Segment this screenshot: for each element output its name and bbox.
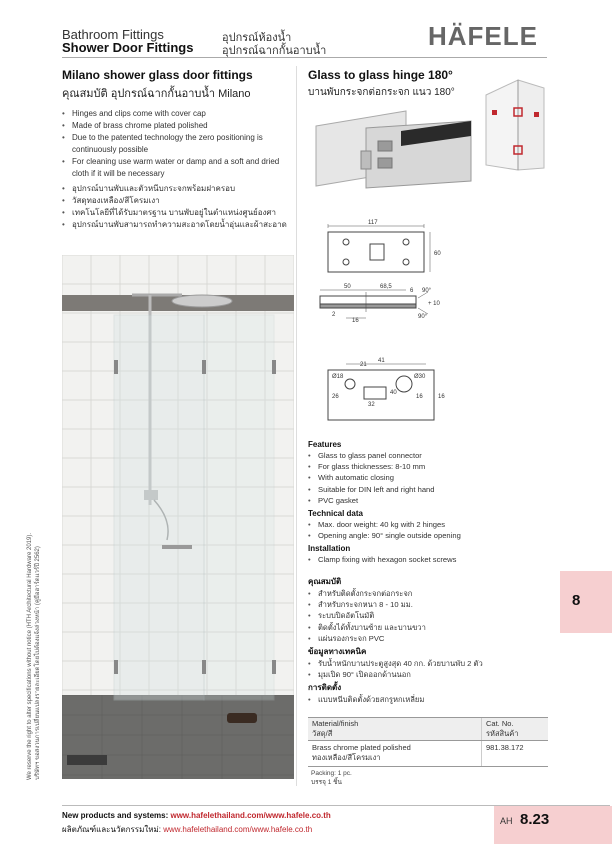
shower-enclosure-photo xyxy=(62,255,294,779)
technical-list xyxy=(308,519,488,541)
list-item: • Made of brass chrome plated polished xyxy=(62,120,294,132)
dim-16-side: 16 xyxy=(438,394,445,400)
list-item: • Glass to glass panel connector xyxy=(308,450,488,461)
angle-90-top: 90° xyxy=(422,288,432,294)
dim-60: 60 xyxy=(434,251,441,257)
list-item: • For cleaning use warm water or damp and a soft and dried cloth if it will be necessary xyxy=(62,156,294,180)
list-item: • ติดตั้งได้ทั้งบานซ้าย และบานขวา xyxy=(308,622,488,633)
dim-40: 40 xyxy=(390,390,397,396)
dim-plus-10: + 10 xyxy=(428,301,440,307)
material-value-th: ทองเหลือง/สีโครมเงา xyxy=(312,753,381,762)
dim-41: 41 xyxy=(378,358,385,364)
angle-90-bottom: 90° xyxy=(418,314,428,320)
disclaimer-en: We reserve the right to alter specifications without notice (HTH Architectural Hardware 2019). xyxy=(27,533,33,780)
dim-16-right: 16 xyxy=(416,394,423,400)
th-features-list xyxy=(308,588,488,644)
header-subcategory: Shower Door Fittings xyxy=(62,40,194,55)
dim-26: 26 xyxy=(332,394,339,400)
table-row xyxy=(308,741,548,767)
header-material-label: Material/finish xyxy=(312,719,359,728)
features-heading: Features xyxy=(308,440,342,449)
list-item: • แบบหนีบติดตั้งด้วยสกรูหกเหลี่ยม xyxy=(308,694,488,705)
dia-18: Ø18 xyxy=(332,374,344,380)
header-material-label-th: วัสดุ/สี xyxy=(312,729,333,738)
list-item: • Clamp fixing with hexagon socket screws xyxy=(308,554,488,565)
list-item: • Max. door weight: 40 kg with 2 hinges xyxy=(308,519,488,530)
list-item: • สำหรับติดตั้งกระจกต่อกระจก xyxy=(308,588,488,599)
footer-label-th: ผลิตภัณฑ์และนวัตกรรมใหม่: xyxy=(62,825,164,834)
th-technical-heading: ข้อมูลทางเทคนิค xyxy=(308,647,367,657)
footer-link-th[interactable]: www.hafelethailand.com/www.hafele.co.th xyxy=(163,825,313,834)
table-cell-material xyxy=(308,741,482,767)
material-value: Brass chrome plated polished xyxy=(312,743,411,752)
list-item: • Due to the patented technology the zero positioning is continuously possible xyxy=(62,132,294,156)
packing-th: บรรจุ 1 ชิ้น xyxy=(311,779,342,786)
table-header-cat xyxy=(482,718,549,741)
dim-68: 68,5 xyxy=(380,284,392,290)
footer-link-en[interactable]: www.hafelethailand.com/www.hafele.co.th xyxy=(170,811,331,820)
list-item: • อุปกรณ์บานพับและตัวหนีบกระจกพร้อมฝาครอบ xyxy=(62,183,294,195)
page-number: 8.23 xyxy=(520,811,550,828)
spec-en xyxy=(308,437,488,566)
dim-21: 21 xyxy=(360,362,367,368)
dia-30: Ø30 xyxy=(414,374,426,380)
table-header-row xyxy=(308,718,548,741)
product-title: Glass to glass hinge 180° xyxy=(308,68,453,82)
dim-16: 16 xyxy=(352,318,359,324)
header-cat-label: Cat. No. xyxy=(486,719,514,728)
features-list-en xyxy=(62,108,294,180)
list-item: • รับน้ำหนักบานประตูสูงสุด 40 กก. ด้วยบานพับ 2 ตัว xyxy=(308,658,488,669)
installation-list xyxy=(308,554,488,565)
dim-6: 6 xyxy=(410,288,414,294)
chapter-tab xyxy=(560,571,612,633)
spec-th xyxy=(308,574,488,706)
technical-heading: Technical data xyxy=(308,509,363,519)
list-item: • PVC gasket xyxy=(308,495,488,506)
disclaimer-th: บริษัทฯ ขอสงวนการเปลี่ยนแปลงรายละเอียดโดยไม่ต้องแจ้งล่วงหน้า (คู่มือฮาร์ดแวร์ปี 2562) xyxy=(35,546,41,780)
list-item: • With automatic closing xyxy=(308,472,488,483)
th-features-heading: คุณสมบัติ xyxy=(308,577,342,586)
list-item: • สำหรับกระจกหนา 8 - 10 มม. xyxy=(308,599,488,610)
th-technical-list xyxy=(308,658,488,680)
dim-2: 2 xyxy=(332,312,336,318)
dim-117: 117 xyxy=(368,220,378,226)
list-item: • For glass thicknesses: 8-10 mm xyxy=(308,461,488,472)
th-installation-heading: การติดตั้ง xyxy=(308,683,342,693)
table-header-material xyxy=(308,718,482,741)
features-list xyxy=(308,450,488,506)
list-item: • วัสดุทองเหลือง/สีโครมเงา xyxy=(62,195,294,207)
th-installation-list xyxy=(308,694,488,705)
list-item: • Suitable for DIN left and right hand xyxy=(308,484,488,495)
section-title-th: คุณสมบัติ อุปกรณ์ฉากกั้นอาบน้ำ Milano xyxy=(62,88,251,100)
table-cell-cat: 981.38.172 xyxy=(482,741,549,767)
list-item: • แผ่นรองกระจก PVC xyxy=(308,633,488,644)
footer-label-en: New products and systems: xyxy=(62,811,171,820)
hafele-logo: HÄFELE xyxy=(428,21,538,51)
technical-drawing xyxy=(306,212,486,427)
list-item: • อุปกรณ์บานพับสามารถทำความสะอาดโดยน้ำอุ่นและผ้าสะอาด xyxy=(62,219,294,231)
disclaimer xyxy=(26,530,42,780)
list-item: • Opening angle: 90° single outside opening xyxy=(308,530,488,541)
installation-heading: Installation xyxy=(308,544,351,554)
column-divider xyxy=(296,66,297,786)
dim-32: 32 xyxy=(368,402,375,408)
header-cat-label-th: รหัสสินค้า xyxy=(486,729,519,738)
footer-line-en xyxy=(62,811,331,820)
header-divider xyxy=(62,57,547,58)
list-item: • Hinges and clips come with cover cap xyxy=(62,108,294,120)
header-subcategory-th: อุปกรณ์ฉากกั้นอาบน้ำ xyxy=(222,45,327,57)
chapter-number: 8 xyxy=(572,592,581,609)
features-list-th xyxy=(62,183,294,231)
header-category-th: อุปกรณ์ห้องน้ำ xyxy=(222,32,292,44)
dim-50: 50 xyxy=(344,284,351,290)
packing-info xyxy=(311,769,352,787)
hinge-product-image xyxy=(306,96,486,206)
footer-line-th xyxy=(62,823,312,836)
packing-en: Packing: 1 pc. xyxy=(311,770,352,777)
list-item: • เทคโนโลยีที่ได้รับมาตรฐาน บานพับอยู่ในตำแหน่งศูนย์องศา xyxy=(62,207,294,219)
product-table xyxy=(308,717,548,767)
product-title-th: บานพับกระจกต่อกระจก แนว 180° xyxy=(308,87,455,98)
header-category: Bathroom Fittings xyxy=(62,27,164,42)
list-item: • มุมเปิด 90° เปิดออกด้านนอก xyxy=(308,669,488,680)
list-item: • ระบบปิดอัตโนมัติ xyxy=(308,610,488,621)
shower-corner-diagram xyxy=(478,70,548,175)
page-prefix: AH xyxy=(500,816,513,826)
section-title: Milano shower glass door fittings xyxy=(62,68,253,82)
